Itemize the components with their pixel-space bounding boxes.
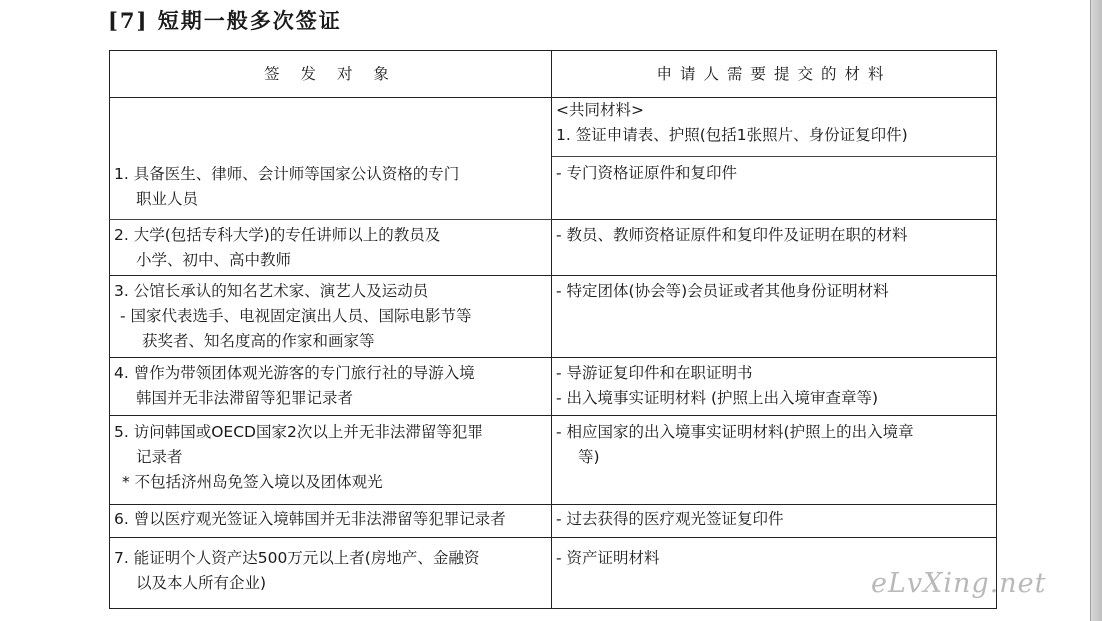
subject-cell-4: [110, 358, 552, 416]
subject-cell-6: [110, 505, 552, 538]
materials-cell-4: [552, 358, 997, 416]
subject-cell-7: [110, 538, 552, 609]
subject-line: 7. 能证明个人资产达500万元以上者(房地产、金融资: [114, 549, 480, 567]
subject-line: 记录者: [136, 448, 183, 466]
materials-line: - 相应国家的出入境事实证明材料(护照上的出入境章: [556, 423, 914, 441]
materials-line: - 特定团体(协会等)会员证或者其他身份证明材料: [556, 282, 889, 300]
subject-line: 1. 具备医生、律师、会计师等国家公认资格的专门: [114, 165, 460, 183]
materials-line: - 导游证复印件和在职证明书: [556, 364, 753, 382]
subject-line: * 不包括济州岛免签入境以及团体观光: [122, 473, 383, 491]
materials-cell-1: [552, 157, 997, 220]
table-row: [110, 98, 997, 157]
common-item: 1. 签证申请表、护照(包括1张照片、身份证复印件): [556, 126, 908, 144]
visa-requirements-table: [109, 50, 997, 609]
materials-cell-5: [552, 416, 997, 505]
materials-cell-2: [552, 220, 997, 276]
materials-line: - 教员、教师资格证原件和复印件及证明在职的材料: [556, 226, 908, 244]
materials-line: 等): [578, 448, 600, 466]
subject-line: 以及本人所有企业): [136, 574, 267, 592]
materials-line: - 出入境事实证明材料 (护照上出入境审查章等): [556, 389, 879, 407]
page-title: [7] 短期一般多次签证: [108, 8, 342, 33]
page-edge: [1090, 0, 1102, 621]
table-row: [110, 358, 997, 416]
common-materials-cell: [552, 98, 997, 157]
watermark-logo: eLvXing.net: [871, 568, 1047, 599]
subject-line: 3. 公馆长承认的知名艺术家、演艺人及运动员: [114, 282, 429, 300]
materials-line: - 过去获得的医疗观光签证复印件: [556, 510, 784, 528]
materials-line: - 资产证明材料: [556, 549, 660, 567]
subject-line: 4. 曾作为带领团体观光游客的专门旅行社的导游入境: [114, 364, 475, 382]
table-row: [110, 276, 997, 358]
subject-line: 小学、初中、高中教师: [136, 251, 292, 269]
table-row: [110, 538, 997, 609]
header-subject: 签 发 对 象: [110, 51, 552, 98]
subject-line: 获奖者、知名度高的作家和画家等: [142, 332, 375, 350]
subject-cell-2: [110, 220, 552, 276]
table-row: [110, 220, 997, 276]
subject-line: 2. 大学(包括专科大学)的专任讲师以上的教员及: [114, 226, 441, 244]
materials-cell-6: [552, 505, 997, 538]
materials-line: - 专门资格证原件和复印件: [556, 164, 738, 182]
subject-cell-1: [110, 98, 552, 220]
table-row: [110, 505, 997, 538]
subject-line: 6. 曾以医疗观光签证入境韩国并无非法滞留等犯罪记录者: [114, 510, 506, 528]
subject-line: 韩国并无非法滞留等犯罪记录者: [136, 389, 354, 407]
subject-line: 职业人员: [136, 190, 199, 208]
header-materials: 申请人需要提交的材料: [552, 51, 997, 98]
subject-line: - 国家代表选手、电视固定演出人员、国际电影节等: [120, 307, 472, 325]
subject-cell-5: [110, 416, 552, 505]
subject-line: 5. 访问韩国或OECD国家2次以上并无非法滞留等犯罪: [114, 423, 483, 441]
common-label: <共同材料>: [556, 101, 644, 119]
subject-cell-3: [110, 276, 552, 358]
table-header-row: [110, 51, 997, 98]
table-row: [110, 416, 997, 505]
materials-cell-3: [552, 276, 997, 358]
